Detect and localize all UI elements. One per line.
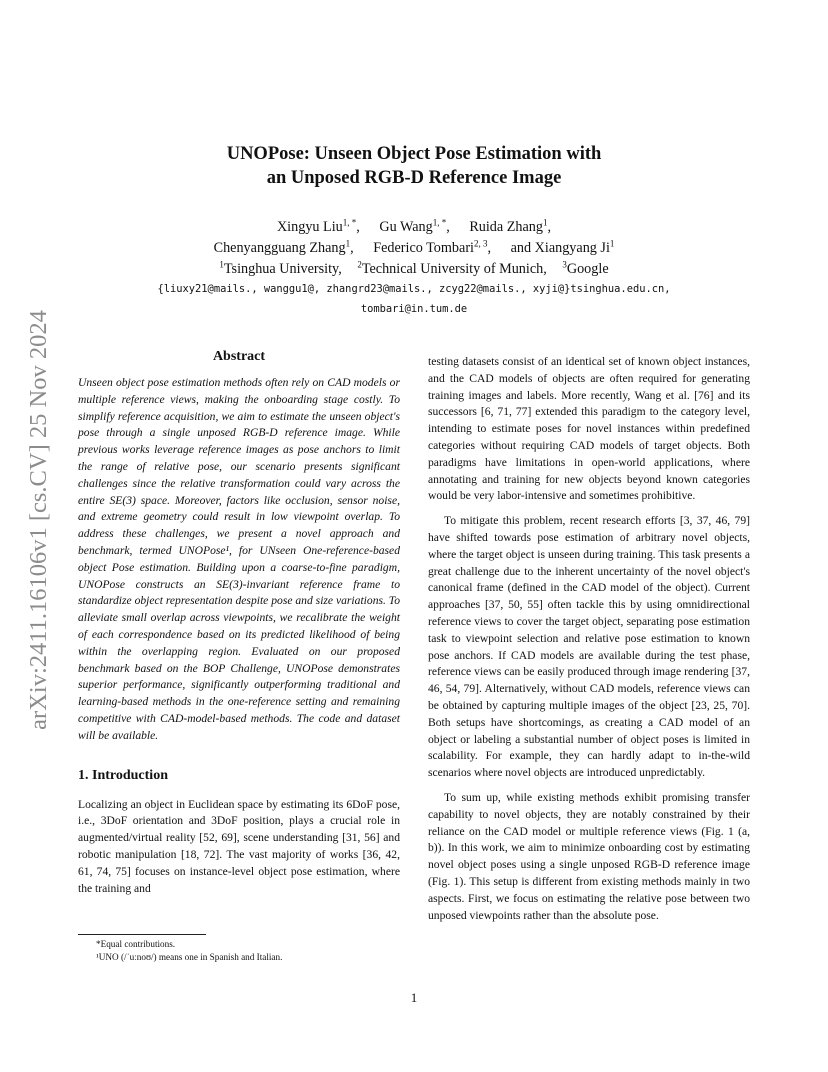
- email-block: [90, 279, 738, 319]
- abstract-text: Unseen object pose estimation methods often rely on CAD models or multiple reference views, making the onboarding stage costly. To simplify reference acquisition, we aim to estimate the unseen object's pose through a single unposed RGB-D reference image. While previous works leverage reference images as pose anchors to limit the range of relative pose, our scenario presents significant challenges since the relative transformation could vary across the entire SE(3) space. Moreover, factors like occlusion, sensor noise, and extreme geometry could result in low viewpoint overlap. To address these challenges, we present a novel approach and benchmark, termed UNOPose¹, for UNseen One-reference-based object Pose estimation. Building upon a coarse-to-fine paradigm, UNOPose constructs an SE(3)-invariant reference frame to standardize object representation despite pose and size variations. To alleviate small overlap across viewpoints, we recalibrate the weight of each correspondence based on its predicted likelihood of being within the overlapping region. Evaluated on our proposed benchmark based on the BOP Challenge, UNOPose demonstrates superior performance, significantly outperforming traditional and learning-based methods in the one-reference setting and remaining competitive with CAD-model-based methods. The code and dataset will be available.: [78, 376, 400, 742]
- affiliation: $^1$Tsinghua University,: [219, 259, 342, 277]
- right-paragraph-3: To sum up, while existing methods exhibit promising transfer capability to novel objects, they are notably constrained by their reliance on the CAD model or multiple reference views (Fig. 1 (a, b)). In this work, we aim to minimize onboarding cost by estimating novel object poses using a single unposed RGB-D reference image (Fig. 1). This setup is different from existing methods mainly in two aspects. First, we focus on estimating the relative pose between two unposed viewpoints rather than the absolute pose.: [428, 790, 750, 922]
- right-column: [428, 354, 750, 924]
- email-line-1: {liuxy21@mails., wanggu1@, zhangrd23@mails., zcyg22@mails., xyji@}tsinghua.edu.cn,: [157, 283, 671, 295]
- title-line-2: an Unposed RGB-D Reference Image: [266, 168, 562, 188]
- author: Xingyu Liu$^{1, *}$,: [276, 217, 360, 235]
- author: Chenyangguang Zhang$^1$,: [213, 238, 354, 256]
- right-paragraph-1: testing datasets consist of an identical set of known object instances, and the CAD models of objects are often required for generating training images and labels. More recently, Wang et al. [76] and its successors [6, 71, 77] extended this paradigm to the category level, intending to estimate poses for novel instances within predefined categories without requiring CAD models of target objects. Both paradigms have limitations in open-world applications, where annotating and training for new objects beyond known categories would be very labor-intensive and sometimes prohibitive.: [428, 355, 750, 503]
- affiliation-line: [100, 259, 728, 280]
- page-number: 1: [410, 990, 418, 1005]
- intro-heading: 1. Introduction: [78, 767, 168, 783]
- abstract-heading: Abstract: [212, 349, 266, 364]
- author: Ruida Zhang$^1$,: [469, 217, 552, 235]
- affiliation: $^2$Technical University of Munich,: [357, 259, 547, 277]
- author-line-1: [100, 217, 728, 238]
- right-paragraph-2: To mitigate this problem, recent research efforts [3, 37, 46, 79] have shifted towards pose estimation of arbitrary novel objects, where the target object is unseen during training. This task presents a great challenge due to the inherent uncertainty of the novel object's canonical frame (defined in the CAD model of the object). Current approaches [37, 50, 55] often tackle this by using omnidirectional reference views to cover the target object, separating pose estimation task to viewpoint selection and relative pose estimation to known pose anchors. If CAD models are available during the test phase, reference views can be easily produced through image rendering [37, 46, 54, 79]. Alternatively, without CAD models, reference views can be obtained by capturing multiple images of the object [23, 25, 70]. Both setups have shortcomings, as creating a CAD model of an object or labeling a substantial number of object poses is limited in scalability. For example, they can hardly adapt to in-the-wild scenarios where novel objects are introduced unpredictably.: [428, 514, 750, 780]
- arxiv-stamp: [18, 280, 58, 760]
- author: Gu Wang$^{1, *}$,: [379, 217, 450, 235]
- arxiv-stamp-text: arXiv:2411.16106v1 [cs.CV] 25 Nov 2024: [25, 310, 52, 730]
- left-column: [78, 348, 400, 897]
- arxiv-stamp-svg: [18, 280, 58, 760]
- email-line-2: tombari@in.tum.de: [360, 303, 468, 315]
- author: Federico Tombari$^{2, 3}$,: [373, 238, 492, 256]
- author-line-2: [100, 238, 728, 259]
- author: and Xiangyang Ji$^1$: [510, 238, 615, 256]
- footnote-rule: [78, 934, 206, 935]
- footnotes: [78, 934, 400, 964]
- intro-paragraph-1: Localizing an object in Euclidean space by estimating its 6DoF pose, i.e., 3DoF orientation and 3DoF position, plays a crucial role in augmented/virtual reality [52, 69], scene understanding [31, 56] and robotic manipulation [18, 72]. The vast majority of works [36, 42, 61, 74, 75] focuses on instance-level object pose estimation, where the training and: [78, 797, 400, 895]
- footnote-equal-contribution: *Equal contributions.: [96, 939, 176, 949]
- title-line-1: UNOPose: Unseen Object Pose Estimation with: [226, 144, 602, 164]
- paper-title: [100, 142, 728, 190]
- affiliation: $^3$Google: [562, 259, 609, 277]
- author-block: [100, 217, 728, 280]
- footnote-uno: ¹UNO (/ˈuːnoʊ/) means one in Spanish and Italian.: [96, 952, 283, 962]
